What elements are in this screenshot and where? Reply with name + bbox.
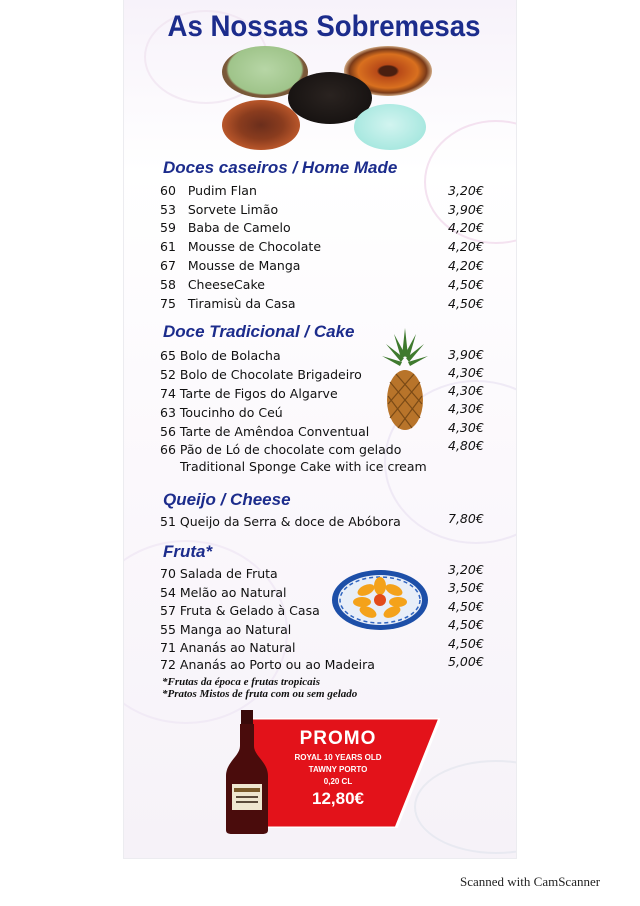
item-code: 60 — [160, 183, 176, 198]
footnote: *Frutas da época e frutas tropicais — [162, 676, 320, 688]
item-price: 4,80€ — [448, 438, 484, 453]
item-code: 74 — [160, 386, 176, 401]
menu-item — [160, 603, 490, 618]
menu-item — [160, 386, 490, 401]
item-code: 51 — [160, 514, 176, 529]
promo-line: 0,20 CL — [323, 777, 353, 786]
dessert-plate — [354, 104, 426, 150]
section-title-cake: Doce Tradicional / Cake — [163, 322, 355, 341]
item-price: 5,00€ — [448, 654, 484, 669]
menu-item — [160, 277, 490, 292]
item-code: 66 — [160, 442, 176, 457]
item-price: 4,50€ — [448, 296, 484, 311]
fruit-plate-icon — [330, 568, 430, 632]
menu-item — [160, 183, 490, 198]
item-code: 57 — [160, 603, 176, 618]
item-name: Mousse de Chocolate — [187, 239, 322, 254]
promo-description — [262, 752, 414, 788]
promo-price: 12,80€ — [312, 789, 364, 808]
item-price: 4,30€ — [448, 401, 484, 416]
item-price: 4,20€ — [448, 220, 484, 235]
footnote: *Pratos Mistos de fruta com ou sem gelado — [162, 688, 358, 700]
item-name: Pão de Ló de chocolate com gelado — [179, 442, 402, 457]
item-code: 75 — [160, 296, 176, 311]
item-name: Tarte de Figos do Algarve — [179, 386, 338, 401]
item-name: Tarte de Amêndoa Conventual — [179, 424, 370, 439]
item-code: 53 — [160, 202, 176, 217]
menu-item — [160, 367, 490, 382]
promo-title: PROMO — [299, 728, 377, 749]
item-code: 65 — [160, 348, 176, 363]
item-name: Bolo de Chocolate Brigadeiro — [179, 367, 362, 382]
scanner-watermark: Scanned with CamScanner — [460, 874, 601, 889]
section-title-fruit: Fruta* — [163, 542, 213, 561]
menu-item — [160, 348, 490, 363]
item-name: Manga ao Natural — [179, 622, 292, 637]
menu-item — [160, 405, 490, 420]
item-name: Bolo de Bolacha — [179, 348, 281, 363]
item-code: 52 — [160, 367, 176, 382]
item-name: Toucinho do Ceú — [179, 405, 283, 420]
item-name: Sorvete Limão — [187, 202, 279, 217]
item-price: 3,20€ — [448, 562, 484, 577]
item-price: 7,80€ — [448, 511, 484, 526]
item-name: Baba de Camelo — [187, 220, 291, 235]
item-code: 63 — [160, 405, 176, 420]
menu-item — [160, 657, 490, 672]
menu-title: As Nossas Sobremesas — [167, 10, 481, 43]
section-title-cheese: Queijo / Cheese — [163, 490, 291, 509]
item-code: 71 — [160, 640, 176, 655]
promo-line: TAWNY PORTO — [308, 765, 368, 774]
section-title-home-made: Doces caseiros / Home Made — [163, 158, 398, 177]
menu-item — [160, 514, 490, 529]
menu-item — [160, 239, 490, 254]
item-name: Pudim Flan — [187, 183, 257, 198]
item-code: 59 — [160, 220, 176, 235]
menu-item — [160, 566, 490, 581]
item-price: 3,20€ — [448, 183, 484, 198]
item-code: 56 — [160, 424, 176, 439]
item-price: 4,30€ — [448, 420, 484, 435]
item-subline: Traditional Sponge Cake with ice cream — [180, 459, 427, 474]
menu-item — [160, 585, 490, 600]
menu-item — [160, 202, 490, 217]
menu-item — [160, 296, 490, 311]
item-name: Fruta & Gelado à Casa — [179, 603, 320, 618]
menu-item — [160, 258, 490, 273]
item-code: 70 — [160, 566, 176, 581]
item-code: 67 — [160, 258, 176, 273]
menu-item — [160, 622, 490, 637]
item-price: 4,20€ — [448, 239, 484, 254]
menu-item — [160, 220, 490, 235]
pineapple-icon — [380, 326, 430, 434]
item-price: 4,20€ — [448, 258, 484, 273]
dessert-plate — [222, 100, 300, 150]
item-price: 4,50€ — [448, 636, 484, 651]
item-price: 4,50€ — [448, 599, 484, 614]
item-name: Ananás ao Porto ou ao Madeira — [179, 657, 375, 672]
item-name: Tiramisù da Casa — [187, 296, 296, 311]
item-code: 54 — [160, 585, 176, 600]
item-code: 58 — [160, 277, 176, 292]
item-name: Mousse de Manga — [187, 258, 301, 273]
item-name: Queijo da Serra & doce de Abóbora — [179, 514, 401, 529]
item-name: CheeseCake — [187, 277, 265, 292]
promo-line: ROYAL 10 YEARS OLD — [294, 753, 382, 762]
item-price: 4,50€ — [448, 277, 484, 292]
menu-item — [160, 424, 490, 439]
item-name: Salada de Fruta — [179, 566, 278, 581]
item-code: 55 — [160, 622, 176, 637]
item-price: 3,90€ — [448, 202, 484, 217]
item-price: 4,30€ — [448, 383, 484, 398]
item-code: 61 — [160, 239, 176, 254]
menu-item — [160, 640, 490, 655]
item-code: 72 — [160, 657, 176, 672]
item-price: 3,90€ — [448, 347, 484, 362]
item-name: Melão ao Natural — [179, 585, 287, 600]
item-name: Ananás ao Natural — [179, 640, 296, 655]
menu-item — [160, 442, 490, 457]
item-price: 4,30€ — [448, 365, 484, 380]
item-price: 4,50€ — [448, 617, 484, 632]
item-price: 3,50€ — [448, 580, 484, 595]
